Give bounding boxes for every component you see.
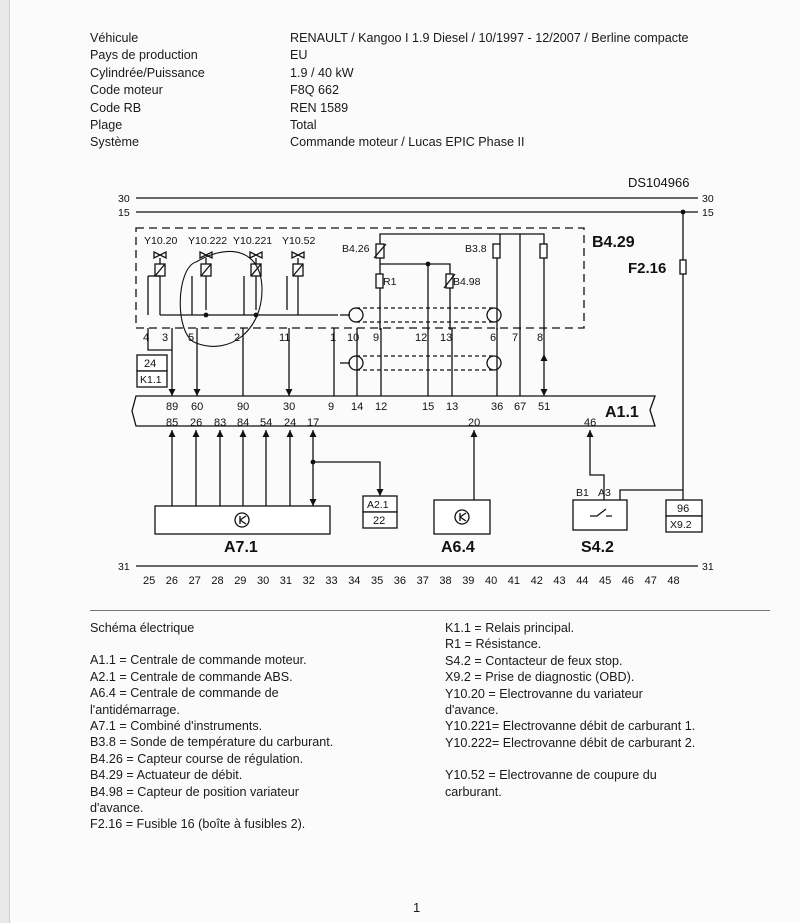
a11-top-pin-60: 60 [191,401,204,413]
lower-wire [620,490,683,500]
a64-label: A6.4 [441,539,475,556]
info-row [90,65,689,82]
a11-bottom-pin-54: 54 [260,417,273,429]
scale-number-30: 30 [257,575,270,587]
arrow-up [263,430,270,437]
scale-number-42: 42 [530,575,543,587]
a21-box-number: 22 [373,515,386,527]
a11-top-pin-51: 51 [538,401,551,413]
b429-label: B4.29 [592,234,635,251]
arrow-up [471,430,478,437]
valve-symbol [154,252,166,258]
scale-number-37: 37 [416,575,429,587]
legend-line: B3.8 = Sonde de température du carburant. [90,735,334,750]
b429-pin-8: 8 [537,332,544,344]
scale-number-41: 41 [507,575,521,587]
legend-line: A2.1 = Centrale de commande ABS. [90,669,293,684]
doc-id: DS104966 [628,175,690,190]
a11-top-pin-89: 89 [166,401,179,413]
scale-number-28: 28 [211,575,224,587]
info-label: Véhicule [90,31,139,45]
scale-number-43: 43 [553,575,566,587]
arrow-down [169,389,176,396]
a11-bottom-pin-20: 20 [468,417,481,429]
arrow-down [194,389,201,396]
b429-pin-10: 10 [347,332,360,344]
legend-line: B4.26 = Capteur course de régulation. [90,751,304,766]
b429-pin-7: 7 [512,332,519,344]
s42-pin-b1: B1 [576,487,589,499]
a71-label: A7.1 [224,539,258,556]
scale-number-26: 26 [165,575,179,587]
arrow-up [217,430,224,437]
arrow-up [587,430,594,437]
lower-wire [313,462,380,496]
arrow-up [193,430,200,437]
info-label: Code moteur [90,83,163,98]
scale-number-48: 48 [667,575,680,587]
b429-pin-4: 4 [143,332,150,344]
resistor-r1-label: R1 [383,276,397,288]
a11-bottom-pin-46: 46 [584,417,597,429]
legend-line: A7.1 = Combiné d'instruments. [90,719,263,734]
legend-line: Y10.222= Electrovanne débit de carburant 2. [445,735,696,750]
internal-wire [380,264,428,330]
info-label: Cylindrée/Puissance [90,65,205,80]
scale-number-36: 36 [393,575,407,587]
info-value: EU [290,48,308,63]
sensor-b426-label: B4.26 [342,243,370,255]
legend-line: l'antidémarrage. [90,702,180,717]
info-row [90,47,689,64]
b429-pin-13: 13 [440,332,453,344]
scale-number-46: 46 [621,575,635,587]
k11-box-number: 24 [144,358,157,370]
info-row [90,117,689,134]
scale-number-33: 33 [325,575,338,587]
b429-pin-9: 9 [373,332,380,344]
section-divider [90,610,770,611]
x92-box-label: X9.2 [670,519,692,531]
info-row [90,30,689,47]
arrow-up [310,430,317,437]
legend-line: Y10.52 = Electrovanne de coupure du [445,768,657,783]
legend-line: B4.29 = Actuateur de débit. [90,768,243,783]
a21-box-label: A2.1 [367,499,389,511]
S4.2-label: S4.2 [581,539,614,556]
s42-stop-switch [573,500,627,530]
a11-top-pin-30: 30 [283,401,296,413]
b429-pin-2: 2 [234,332,241,344]
legend-line: Y10.221= Electrovanne débit de carburant 1. [445,719,696,734]
a11-ecu-box [132,396,655,426]
legend-line: B4.98 = Capteur de position variateur [90,784,299,799]
rail-15-label-left: 15 [118,207,130,219]
valve-label-y10-52: Y10.52 [282,235,316,247]
scale-number-40: 40 [485,575,498,587]
internal-wire [428,264,450,274]
scale-number-35: 35 [371,575,384,587]
legend-line: K1.1 = Relais principal. [445,621,575,635]
b429-pin-1: 1 [330,332,337,344]
sensor-b38 [493,244,500,258]
b429-pin-6: 6 [490,332,497,344]
valve-coil-slash [201,264,211,276]
a11-top-pin-15: 15 [422,401,435,413]
scale-number-27: 27 [188,575,201,587]
a11-top-pin-36: 36 [491,401,504,413]
arrow-down [286,389,293,396]
arrow-up [169,430,176,437]
s42-pin-a3: A3 [598,487,611,499]
valve-label-y10-222: Y10.222 [188,235,228,247]
scale-number-45: 45 [599,575,612,587]
sensor-b498-label: B4.98 [453,276,481,288]
x92-box-number: 96 [677,503,690,515]
info-value: Commande moteur / Lucas EPIC Phase II [290,135,525,150]
scale-number-38: 38 [439,575,452,587]
arrow-up [541,354,548,361]
rail-15-label-right: 15 [702,207,714,219]
valve-label-y10-221: Y10.221 [233,235,273,247]
a11-bottom-pin-85: 85 [166,417,179,429]
a11-bottom-pin-17: 17 [307,417,320,429]
a11-bottom-pin-24: 24 [284,417,297,429]
legend-line: d'avance. [445,703,499,718]
legend-line [445,751,695,767]
arrow-down [377,489,384,496]
b429-pin-12: 12 [415,332,428,344]
a11-top-pin-13: 13 [446,401,459,413]
legend-line: X9.2 = Prise de diagnostic (OBD). [445,670,635,685]
valve-coil-slash [155,264,165,276]
rail-31-label-right: 31 [702,561,714,573]
sensor-unnamed [540,244,547,258]
fuse-f216 [680,260,686,274]
info-row [90,82,689,99]
a11-top-pin-67: 67 [514,401,527,413]
b429-pin-11: 11 [279,332,291,344]
info-value: F8Q 662 [290,83,340,98]
arrow-up [287,430,294,437]
legend-line: A6.4 = Centrale de commande de [90,686,279,701]
page-number: 1 [413,900,421,915]
info-label: Code RB [90,100,142,115]
legend-line: R1 = Résistance. [445,637,542,652]
a11-top-pin-12: 12 [375,401,388,413]
legend-line: d'avance. [90,801,144,816]
info-value: 1.9 / 40 kW [290,65,354,80]
legend-line: Schéma électrique [90,621,195,635]
arrow-down [541,389,548,396]
scale-number-34: 34 [348,575,361,587]
scale-number-25: 25 [143,575,156,587]
info-label: Pays de production [90,48,198,63]
legend-left-column [90,620,333,833]
fuse-f216-label: F2.16 [628,260,667,277]
shield-end [349,356,363,370]
scale-number-29: 29 [234,575,247,587]
shield-end [487,308,501,322]
a11-top-pin-9: 9 [328,401,335,413]
a71-instrument-cluster [155,506,330,534]
wiring-diagram [0,160,800,600]
junction-dot [204,313,209,318]
a11-label: A1.1 [605,404,639,421]
legend-line: carburant. [445,784,502,799]
scale-number-47: 47 [644,575,657,587]
a11-top-pin-90: 90 [237,401,250,413]
arrow-down [310,499,317,506]
a64-immobilizer [434,500,490,534]
b429-pin-5: 5 [188,332,195,344]
info-row [90,134,689,151]
info-label: Système [90,135,139,150]
info-value: Total [290,118,317,133]
scale-number-44: 44 [576,575,589,587]
shield-end [349,308,363,322]
a11-bottom-pin-26: 26 [190,417,203,429]
info-row [90,100,689,117]
legend-line: A1.1 = Centrale de commande moteur. [90,653,307,668]
sensor-b38-label: B3.8 [465,243,487,255]
legend-line: S4.2 = Contacteur de feux stop. [445,653,623,668]
a11-bottom-pin-83: 83 [214,417,227,429]
legend-line [90,636,333,652]
info-value: RENAULT / Kangoo I 1.9 Diesel / 10/1997 - 12/2007 / Berline compacte [290,31,689,45]
valve-symbol [292,252,304,258]
legend-right-column [445,620,695,800]
scale-number-39: 39 [462,575,475,587]
resistor-r1 [376,274,383,288]
valve-label-y10-20: Y10.20 [144,235,178,247]
b429-pin-3: 3 [162,332,169,344]
ecu-wire [148,328,172,350]
scale-number-31: 31 [279,575,293,587]
rail-30-label-right: 30 [702,193,714,205]
a11-bottom-pin-84: 84 [237,417,250,429]
rail-30-label-left: 30 [118,193,130,205]
legend-line: F2.16 = Fusible 16 (boîte à fusibles 2). [90,817,306,832]
arrow-up [240,430,247,437]
k11-box-label: K1.1 [140,374,162,386]
vehicle-info-table [90,30,689,152]
a11-top-pin-14: 14 [351,401,364,413]
scale-number-32: 32 [302,575,315,587]
valve-coil-slash [293,264,303,276]
legend-line: Y10.20 = Electrovanne du variateur [445,686,643,701]
info-label: Plage [90,118,123,133]
info-value: REN 1589 [290,100,349,115]
shield-end [487,356,501,370]
rail-31-label-left: 31 [118,561,130,573]
valve-symbol [250,252,262,258]
